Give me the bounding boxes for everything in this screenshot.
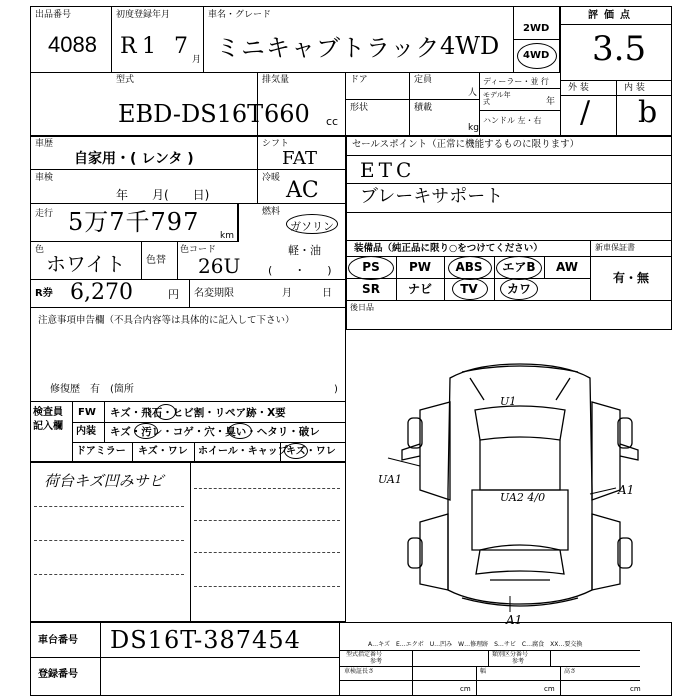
equip-ps-circle <box>348 256 394 280</box>
spec-label-2: 類別区分番号 <box>492 651 529 658</box>
model-name: ミニキャブトラック <box>216 34 441 62</box>
mark-ua2: UA2 4/0 <box>500 491 546 504</box>
recolor-label: 色替 <box>146 255 166 266</box>
equipment-title: 装備品（純正品に限り○をつけてください） <box>354 243 543 254</box>
equip-leather-circle <box>500 278 538 300</box>
mark-a1-right: A1 <box>618 483 635 497</box>
notes-cell <box>30 308 346 402</box>
mileage-label: 走行 <box>35 209 54 219</box>
drive-4wd-circle <box>517 43 557 69</box>
first-reg-year: 1 <box>142 34 156 59</box>
equip-aw: AW <box>556 260 578 274</box>
score-value: 3.5 <box>592 29 647 69</box>
remarks-handwritten: 荷台キズ凹みサビ <box>44 472 164 490</box>
load-cell <box>410 100 480 136</box>
chassis-cell <box>30 622 340 658</box>
fuel-cell <box>258 204 346 280</box>
damage-legend: A…キズ E…エクボ U…凹み W…修理跡 S…サビ C…腐食 XX…要交換 <box>368 641 583 648</box>
equip-pw: PW <box>408 260 432 274</box>
displacement-value: 660 <box>264 100 310 128</box>
notes-title: 注意事項申告欄（不具合内容等は具体的に記入して下さい） <box>38 315 295 326</box>
repair-label: 修復歴 有 (箇所 <box>50 384 134 395</box>
wheelcap-label: ホイール・キャップ <box>198 446 288 457</box>
drive-4wd: 4WD <box>523 50 550 61</box>
inspection-value: 年 月( 日) <box>116 188 210 202</box>
exterior-label: 外 装 <box>568 83 589 93</box>
lot-number-cell <box>30 6 112 72</box>
equip-airbag: エアB <box>502 260 536 274</box>
registration-cell <box>30 658 340 696</box>
equip-sr: SR <box>362 282 380 296</box>
inspector-area <box>30 402 346 462</box>
name-change-unit: 月 日 <box>282 288 332 299</box>
registration-label: 登録番号 <box>38 669 78 680</box>
first-reg-era: R <box>120 34 137 59</box>
capacity-label: 定員 <box>414 75 433 85</box>
interior-grade: b <box>638 95 658 130</box>
sales-line-2: ブレーキサポート <box>360 186 504 207</box>
history-label: 車歴 <box>35 139 54 149</box>
equip-abs-circle <box>448 256 492 280</box>
interior-label: 内 装 <box>624 83 645 93</box>
shift-label: シフト <box>262 139 290 149</box>
mark-a1-bottom: A1 <box>506 613 523 627</box>
lot-number: 4088 <box>48 32 97 57</box>
type-value: EBD-DS16T <box>118 100 264 128</box>
displacement-label: 排気量 <box>262 75 290 85</box>
fuel-label: 燃料 <box>262 207 281 217</box>
model-label: 車名・グレード <box>208 10 272 20</box>
dealer-label: ディーラー・並 行 <box>483 77 549 86</box>
capacity-cell <box>410 72 480 100</box>
inspector-label-1: 検査員 <box>33 407 63 418</box>
model-year-label: モデル年式 <box>483 91 511 106</box>
recycle-label: R券 <box>35 288 53 299</box>
spec-label-1: 型式指定番号 <box>346 651 383 658</box>
drive-handwritten: 4WD <box>440 32 500 60</box>
spec-label-4: 参考 <box>512 658 525 665</box>
inspection-cell <box>30 170 258 204</box>
color-code-label: 色コード <box>180 245 217 255</box>
other-label: 後日品 <box>350 303 374 312</box>
first-reg-month-unit: 月 <box>192 55 202 65</box>
fuel-options: 軽・油 <box>288 244 321 257</box>
mileage-unit: km <box>220 231 234 241</box>
recycle-value: 6,270 <box>70 280 133 305</box>
first-reg-label: 初度登録年月 <box>116 10 171 20</box>
recolor-cell <box>142 242 178 280</box>
repair-close: ) <box>334 384 338 395</box>
history-value: 自家用・( レンタ ) <box>74 151 194 167</box>
door-cell <box>346 72 410 100</box>
mark-ua1: UA1 <box>378 473 402 486</box>
spec-label-7: 高さ <box>564 668 577 675</box>
shift-cell <box>258 136 346 170</box>
inspector-label-2: 記入欄 <box>33 421 63 432</box>
ac-cell <box>258 170 346 204</box>
fuel-paren: ( ・ ) <box>268 264 332 277</box>
door-label: ドア <box>350 75 368 85</box>
displacement-cell <box>258 72 346 136</box>
recycle-cell <box>30 280 190 308</box>
new-warranty-label: 新車保証書 <box>595 243 635 252</box>
mileage-value: 5万7千797 <box>68 208 200 236</box>
drive-2wd: 2WD <box>523 23 550 34</box>
first-reg-month: 7 <box>174 34 188 59</box>
mark-u1: U1 <box>500 395 517 408</box>
color-label: 色 <box>35 245 45 255</box>
chassis-value: DS16T-387454 <box>110 626 301 654</box>
mirror-text: キズ・ワレ <box>138 446 188 457</box>
model-year-unit: 年 <box>546 97 556 107</box>
recycle-unit: 円 <box>168 288 179 301</box>
spec-label-5: 車検証長さ <box>344 668 375 675</box>
equip-tv: TV <box>460 282 478 296</box>
fuel-value: ガソリン <box>290 220 334 233</box>
handle-label: ハンドル 左・右 <box>483 116 542 125</box>
wheelcap-text: キズ・ワレ <box>286 446 336 457</box>
load-unit: kg <box>468 123 479 133</box>
equip-abs: ABS <box>455 260 483 274</box>
equip-airbag-circle <box>496 256 542 280</box>
grade-cell <box>560 80 672 136</box>
dealer-cell <box>480 72 560 136</box>
mirror-label: ドアミラー <box>76 446 126 457</box>
color-cell <box>30 242 142 280</box>
shift-value: FAT <box>282 148 317 169</box>
equip-tv-circle <box>452 278 488 300</box>
spec-unit-1: cm <box>460 685 471 693</box>
capacity-unit: 人 <box>468 88 478 98</box>
spec-label-6: 幅 <box>480 668 487 675</box>
lot-label: 出品番号 <box>35 10 72 20</box>
exterior-grade: / <box>580 95 591 130</box>
ac-label: 冷暖 <box>262 173 281 183</box>
equip-navi: ナビ <box>407 282 432 296</box>
spec-unit-2: cm <box>544 685 555 693</box>
history-cell <box>30 136 258 170</box>
warranty-value: 有・無 <box>612 271 649 285</box>
first-reg-cell <box>112 6 204 72</box>
sales-points-title: セールスポイント（正常に機能するものに限ります） <box>352 139 580 150</box>
name-change-cell <box>190 280 346 308</box>
model-cell <box>204 6 514 72</box>
fuel-circle <box>286 214 338 234</box>
score-cell <box>560 6 672 80</box>
ac-value: AC <box>286 178 319 203</box>
spec-unit-3: cm <box>630 685 641 693</box>
int-label: 内装 <box>76 426 96 437</box>
load-label: 積載 <box>414 103 433 113</box>
int-text: キズ・汚レ・コゲ・穴・臭い・ヘタリ・破レ <box>110 426 320 438</box>
equip-ps: PS <box>362 260 380 274</box>
name-change-label: 名変期限 <box>194 288 234 299</box>
type-cell <box>112 72 264 136</box>
displacement-unit: cc <box>326 115 339 128</box>
spec-label-3: 参考 <box>370 658 383 665</box>
sales-line-1: ETC <box>360 158 416 182</box>
mileage-cell <box>30 204 238 242</box>
equip-leather: カワ <box>506 282 531 296</box>
type-label: 型式 <box>116 75 135 85</box>
fw-label: FW <box>78 407 96 418</box>
score-label: 評価点 <box>588 10 636 21</box>
drive-cell <box>514 6 560 72</box>
chassis-label: 車台番号 <box>38 635 78 646</box>
shape-cell <box>346 100 410 136</box>
fw-text: キズ・飛石・ヒビ割・リペア跡・X要 <box>110 407 286 419</box>
inspection-label: 車検 <box>35 173 54 183</box>
color-value: ホワイト <box>46 252 126 276</box>
shape-label: 形状 <box>350 103 369 113</box>
color-code-cell <box>178 242 258 280</box>
color-code-value: 26U <box>198 254 241 278</box>
spec-grid <box>340 650 672 696</box>
vehicle-diagram <box>380 340 680 630</box>
